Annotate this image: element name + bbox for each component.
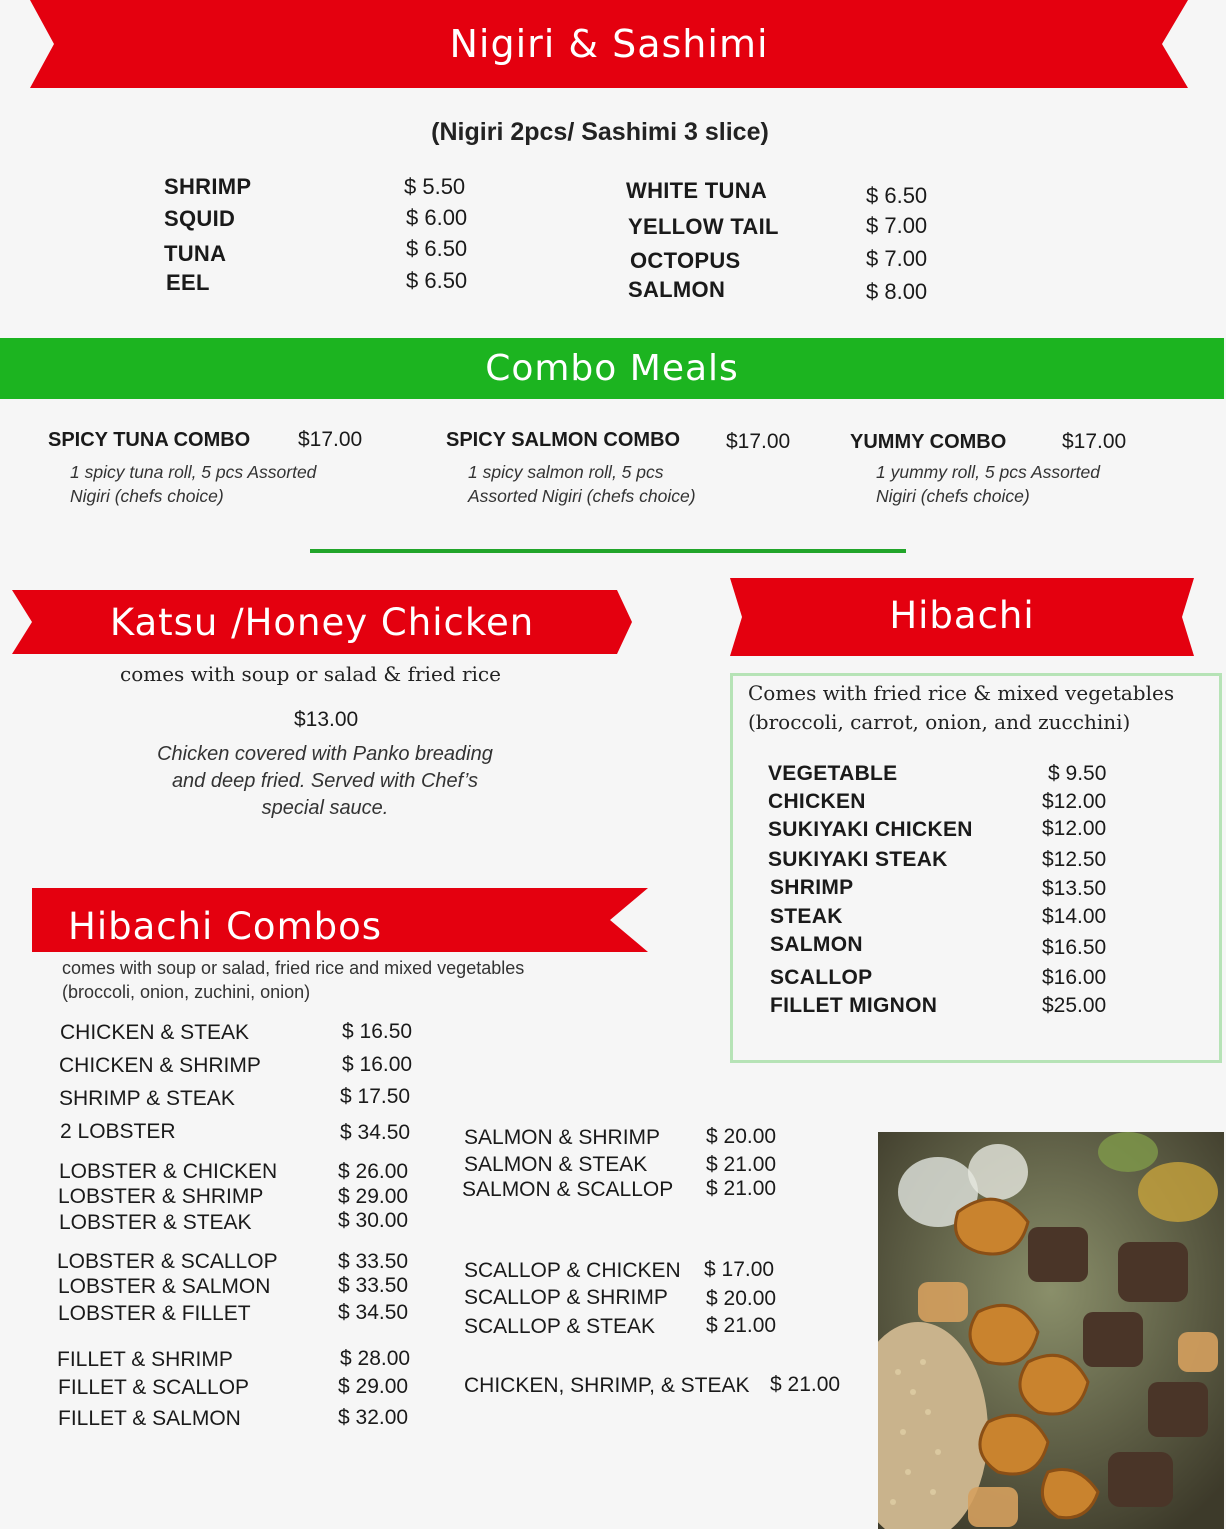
hibachi-combo-name: SCALLOP & STEAK: [464, 1315, 656, 1338]
hibachi-item-name: FILLET MIGNON: [770, 994, 938, 1017]
katsu-desc-line: Chicken covered with Panko breading: [157, 743, 493, 765]
hibachi-item-price: $12.00: [1042, 790, 1107, 813]
nigiri-item-name: TUNA: [164, 241, 227, 266]
combo-item-desc: [468, 460, 696, 508]
hibachi-item-price: $14.00: [1042, 905, 1107, 928]
hibachi-item-name: SCALLOP: [770, 966, 873, 989]
hibachi-combos-desc-line: (broccoli, onion, zuchini, onion): [62, 982, 311, 1002]
hibachi-item-name: SALMON: [770, 933, 863, 956]
hibachi-item-name: SUKIYAKI CHICKEN: [768, 818, 973, 841]
hibachi-combo-name: SALMON & STEAK: [464, 1153, 648, 1176]
hibachi-item-price: $12.50: [1042, 848, 1107, 871]
hibachi-item-name: STEAK: [770, 905, 843, 928]
nigiri-item-price: $ 6.00: [406, 205, 468, 230]
hibachi-item-name: SUKIYAKI STEAK: [768, 848, 948, 871]
nigiri-item-name: OCTOPUS: [630, 248, 741, 273]
hibachi-combo-name: FILLET & SHRIMP: [57, 1348, 233, 1371]
katsu-subtitle: comes with soup or salad & fried rice: [120, 662, 501, 686]
hibachi-combo-price: $ 21.00: [706, 1153, 777, 1176]
hibachi-food-photo: [878, 1132, 1224, 1529]
nigiri-item-price: $ 6.50: [406, 236, 468, 261]
hibachi-combo-price: $ 21.00: [706, 1314, 777, 1337]
hibachi-combo-name: CHICKEN & STEAK: [60, 1021, 250, 1044]
nigiri-title: Nigiri & Sashimi: [449, 22, 769, 66]
hibachi-combo-price: $ 32.00: [338, 1406, 409, 1429]
nigiri-item-name: SHRIMP: [164, 174, 252, 199]
hibachi-item-name: CHICKEN: [768, 790, 866, 813]
hibachi-combo-name: CHICKEN, SHRIMP, & STEAK: [464, 1374, 750, 1397]
katsu-description: [110, 741, 540, 822]
hibachi-combos-desc-line: comes with soup or salad, fried rice and mixed vegetables: [62, 958, 525, 978]
hibachi-combo-price: $ 33.50: [338, 1250, 409, 1273]
hibachi-combos-description: [62, 956, 524, 1004]
hibachi-combo-price: $ 20.00: [706, 1287, 777, 1310]
hibachi-combo-price: $ 21.00: [706, 1177, 777, 1200]
hibachi-combo-price: $ 20.00: [706, 1125, 777, 1148]
combo-item-desc: [876, 460, 1100, 508]
hibachi-combo-name: LOBSTER & SHRIMP: [58, 1185, 264, 1208]
hibachi-item-price: $12.00: [1042, 817, 1107, 840]
hibachi-combo-price: $ 26.00: [338, 1160, 409, 1183]
nigiri-item-name: YELLOW TAIL: [628, 214, 779, 239]
nigiri-item-name: WHITE TUNA: [626, 178, 768, 203]
nigiri-subtitle: (Nigiri 2pcs/ Sashimi 3 slice): [431, 118, 769, 146]
hibachi-combo-name: LOBSTER & CHICKEN: [59, 1160, 278, 1183]
hibachi-item-price: $16.00: [1042, 966, 1107, 989]
hibachi-combo-name: SCALLOP & SHRIMP: [464, 1286, 668, 1309]
hibachi-combo-name: SCALLOP & CHICKEN: [464, 1259, 681, 1282]
nigiri-item-name: SQUID: [164, 206, 236, 231]
nigiri-item-name: SALMON: [628, 277, 726, 302]
section-divider: [310, 549, 906, 553]
hibachi-item-name: VEGETABLE: [768, 762, 898, 785]
hibachi-combo-price: $ 21.00: [770, 1373, 841, 1396]
hibachi-combo-name: SALMON & SCALLOP: [462, 1178, 674, 1201]
hibachi-item-price: $25.00: [1042, 994, 1107, 1017]
hibachi-combo-price: $ 34.50: [340, 1121, 411, 1144]
hibachi-combo-price: $ 28.00: [340, 1347, 411, 1370]
combo-item-price: $17.00: [726, 430, 791, 453]
hibachi-combo-name: CHICKEN & SHRIMP: [59, 1054, 261, 1077]
hibachi-item-name: SHRIMP: [770, 876, 854, 899]
katsu-price: $13.00: [294, 708, 359, 731]
nigiri-item-price: $ 6.50: [406, 268, 468, 293]
hibachi-combo-name: FILLET & SCALLOP: [58, 1376, 250, 1399]
hibachi-description: [748, 679, 1174, 737]
combo-item-name: SPICY SALMON COMBO: [446, 429, 681, 451]
hibachi-combo-name: 2 LOBSTER: [60, 1120, 176, 1143]
combo-desc-line: Nigiri (chefs choice): [876, 486, 1030, 506]
katsu-title: Katsu /Honey Chicken: [109, 600, 535, 644]
nigiri-item-price: $ 5.50: [404, 174, 466, 199]
hibachi-combo-price: $ 17.50: [340, 1085, 411, 1108]
combo-item-price: $17.00: [298, 428, 363, 451]
combo-desc-line: 1 spicy salmon roll, 5 pcs: [468, 462, 664, 482]
combo-desc-line: Assorted Nigiri (chefs choice): [468, 486, 696, 506]
hibachi-combo-price: $ 34.50: [338, 1301, 409, 1324]
combo-item-name: YUMMY COMBO: [850, 431, 1007, 453]
combo-item-price: $17.00: [1062, 430, 1127, 453]
combo-desc-line: 1 spicy tuna roll, 5 pcs Assorted: [70, 462, 317, 482]
hibachi-combo-price: $ 33.50: [338, 1274, 409, 1297]
katsu-desc-line: and deep fried. Served with Chef’s: [171, 770, 479, 792]
hibachi-combo-name: FILLET & SALMON: [58, 1407, 241, 1430]
hibachi-combos-title: Hibachi Combos: [68, 904, 383, 948]
combo-desc-line: Nigiri (chefs choice): [70, 486, 224, 506]
hibachi-combo-price: $ 17.00: [704, 1258, 775, 1281]
hibachi-title: Hibachi: [889, 593, 1035, 637]
hibachi-item-price: $13.50: [1042, 877, 1107, 900]
hibachi-combo-name: LOBSTER & FILLET: [58, 1302, 251, 1325]
nigiri-item-price: $ 7.00: [866, 246, 928, 271]
hibachi-combo-name: LOBSTER & SCALLOP: [57, 1250, 278, 1273]
hibachi-desc-line: (broccoli, carrot, onion, and zucchini): [748, 710, 1131, 734]
hibachi-combo-name: SHRIMP & STEAK: [59, 1087, 235, 1110]
hibachi-combo-price: $ 29.00: [338, 1375, 409, 1398]
hibachi-combo-price: $ 30.00: [338, 1209, 409, 1232]
hibachi-combo-price: $ 29.00: [338, 1185, 409, 1208]
combo-desc-line: 1 yummy roll, 5 pcs Assorted: [876, 462, 1101, 482]
nigiri-item-price: $ 8.00: [866, 279, 928, 304]
nigiri-item-price: $ 7.00: [866, 213, 928, 238]
katsu-desc-line: special sauce.: [261, 797, 389, 819]
hibachi-desc-line: Comes with fried rice & mixed vegetables: [748, 681, 1175, 705]
nigiri-item-price: $ 6.50: [866, 183, 928, 208]
hibachi-combo-name: SALMON & SHRIMP: [464, 1126, 661, 1149]
hibachi-item-price: $16.50: [1042, 936, 1107, 959]
nigiri-item-name: EEL: [166, 270, 210, 295]
hibachi-combo-name: LOBSTER & STEAK: [59, 1211, 252, 1234]
combo-item-name: SPICY TUNA COMBO: [48, 429, 251, 451]
hibachi-combo-price: $ 16.00: [342, 1053, 413, 1076]
combo-meals-title: Combo Meals: [0, 338, 1224, 399]
combo-item-desc: [70, 460, 316, 508]
hibachi-combo-name: LOBSTER & SALMON: [58, 1275, 271, 1298]
hibachi-item-price: $ 9.50: [1048, 762, 1107, 785]
hibachi-combo-price: $ 16.50: [342, 1020, 413, 1043]
